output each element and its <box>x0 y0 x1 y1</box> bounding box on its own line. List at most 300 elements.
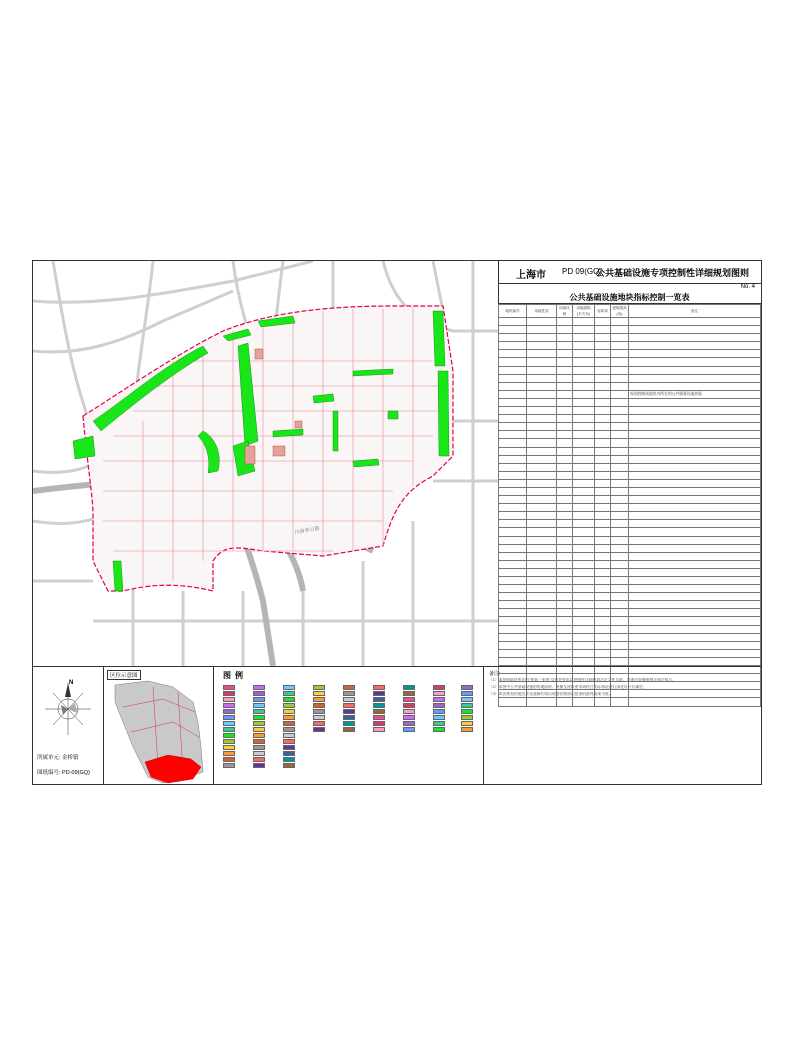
table-cell <box>573 568 595 576</box>
table-cell <box>557 633 573 641</box>
legend-swatch <box>373 727 387 732</box>
legend-color-chip <box>461 697 473 702</box>
table-row <box>499 390 761 398</box>
legend-color-chip <box>403 727 415 732</box>
table-cell <box>557 415 573 423</box>
table-cell <box>629 318 761 326</box>
table-cell <box>595 601 611 609</box>
table-cell <box>499 358 527 366</box>
legend-color-chip <box>283 763 295 768</box>
table-cell <box>527 415 557 423</box>
legend-color-chip <box>223 751 235 756</box>
table-cell <box>499 471 527 479</box>
table-cell <box>527 512 557 520</box>
table-cell <box>611 479 629 487</box>
table-cell <box>595 641 611 649</box>
table-row <box>499 552 761 560</box>
legend-swatch <box>283 685 297 690</box>
legend-color-chip <box>283 685 295 690</box>
legend-color-chip <box>403 691 415 696</box>
legend-swatch <box>253 757 267 762</box>
col-header: 容积率 <box>595 305 611 318</box>
table-cell <box>499 463 527 471</box>
legend-swatch <box>403 727 417 732</box>
plan-number: 图纸编号: PD-09(GQ) <box>37 770 90 776</box>
table-cell <box>573 407 595 415</box>
table-cell <box>573 439 595 447</box>
legend-swatch <box>433 721 447 726</box>
notes-title: 备注: <box>489 671 501 677</box>
table-cell <box>499 374 527 382</box>
table-cell <box>629 657 761 665</box>
table-row <box>499 415 761 423</box>
table-cell <box>629 649 761 657</box>
table-row <box>499 528 761 536</box>
table-cell <box>595 560 611 568</box>
table-cell <box>527 641 557 649</box>
legend-swatch <box>403 691 417 696</box>
legend-swatch <box>313 703 327 708</box>
sheet-title-bar <box>498 261 761 284</box>
legend-swatch <box>373 697 387 702</box>
legend-color-chip <box>343 703 355 708</box>
legend-swatch <box>313 685 327 690</box>
table-cell <box>629 641 761 649</box>
table-cell <box>527 366 557 374</box>
table-cell <box>611 536 629 544</box>
table-cell <box>527 593 557 601</box>
table-cell <box>611 649 629 657</box>
table-cell <box>527 633 557 641</box>
legend-color-chip <box>461 703 473 708</box>
table-cell <box>527 585 557 593</box>
table-cell <box>557 423 573 431</box>
table-cell <box>629 479 761 487</box>
table-cell <box>611 528 629 536</box>
legend-color-chip <box>433 685 445 690</box>
table-cell <box>557 350 573 358</box>
table-cell <box>595 625 611 633</box>
table-cell <box>499 625 527 633</box>
table-cell <box>573 390 595 398</box>
table-cell <box>557 382 573 390</box>
table-cell <box>527 649 557 657</box>
note-line: （3）本次规划用地边界及道路红线以规划管理部门批准的最终成果为准。 <box>489 692 613 696</box>
legend-color-chip <box>403 709 415 714</box>
table-cell <box>611 439 629 447</box>
table-cell <box>557 358 573 366</box>
legend-color-chip <box>343 727 355 732</box>
legend-color-chip <box>373 697 385 702</box>
table-cell <box>573 552 595 560</box>
table-cell <box>611 544 629 552</box>
table-cell <box>595 496 611 504</box>
table-cell <box>527 552 557 560</box>
table-cell <box>629 463 761 471</box>
legend-color-chip <box>223 691 235 696</box>
legend-swatch <box>283 739 297 744</box>
sheet-number-row <box>498 283 761 292</box>
table-cell <box>611 617 629 625</box>
table-cell <box>595 512 611 520</box>
table-cell <box>629 431 761 439</box>
table-cell <box>611 577 629 585</box>
table-cell <box>557 398 573 406</box>
table-cell <box>629 552 761 560</box>
table-cell <box>595 455 611 463</box>
table-cell <box>557 625 573 633</box>
legend-color-chip <box>343 715 355 720</box>
legend-swatch <box>313 721 327 726</box>
table-cell <box>611 358 629 366</box>
legend-swatch <box>343 727 357 732</box>
legend-color-chip <box>373 685 385 690</box>
road-label: 川南奉公路 <box>294 525 320 536</box>
table-cell <box>557 544 573 552</box>
legend-swatch <box>313 715 327 720</box>
table-cell <box>557 496 573 504</box>
legend-swatch <box>403 721 417 726</box>
legend-color-chip <box>403 721 415 726</box>
legend-swatch <box>403 709 417 714</box>
legend-color-chip <box>253 739 265 744</box>
table-cell <box>629 487 761 495</box>
table-cell <box>499 536 527 544</box>
legend-swatch <box>283 727 297 732</box>
table-cell <box>499 423 527 431</box>
planning-map[interactable] <box>33 261 499 666</box>
table-cell <box>595 657 611 665</box>
table-cell <box>611 334 629 342</box>
table-cell <box>499 342 527 350</box>
legend-swatch <box>253 703 267 708</box>
table-cell <box>527 455 557 463</box>
legend-swatch <box>223 697 237 702</box>
legend-color-chip <box>343 691 355 696</box>
table-cell <box>527 374 557 382</box>
table-cell <box>499 641 527 649</box>
table-body <box>499 318 761 707</box>
table-row <box>499 657 761 665</box>
table-cell <box>527 487 557 495</box>
legend-color-chip <box>283 739 295 744</box>
legend-color-chip <box>283 733 295 738</box>
table-cell <box>611 374 629 382</box>
legend-color-chip <box>433 709 445 714</box>
table-cell <box>611 568 629 576</box>
legend-color-chip <box>223 763 235 768</box>
table-cell <box>595 342 611 350</box>
legend-color-chip <box>253 691 265 696</box>
legend-color-chip <box>403 685 415 690</box>
legend-color-chip <box>461 691 473 696</box>
table-cell <box>557 657 573 665</box>
table-cell <box>595 544 611 552</box>
legend-color-chip <box>223 697 235 702</box>
legend-color-chip <box>283 751 295 756</box>
table-cell <box>611 407 629 415</box>
table-cell <box>527 447 557 455</box>
table-row <box>499 342 761 350</box>
table-cell <box>573 366 595 374</box>
table-cell <box>499 390 527 398</box>
map-canvas <box>33 261 498 666</box>
legend-swatch <box>343 715 357 720</box>
table-row <box>499 633 761 641</box>
table-cell <box>611 601 629 609</box>
legend-color-chip <box>283 757 295 762</box>
table-cell <box>629 577 761 585</box>
table-cell <box>629 447 761 455</box>
table-cell <box>573 471 595 479</box>
table-row <box>499 601 761 609</box>
table-cell <box>527 544 557 552</box>
legend-color-chip <box>253 715 265 720</box>
table-cell <box>499 544 527 552</box>
legend-swatch <box>223 715 237 720</box>
legend-swatch <box>253 733 267 738</box>
legend-swatch <box>223 763 237 768</box>
legend-swatch <box>313 709 327 714</box>
col-header: 用地性质 <box>527 305 557 318</box>
location-map <box>103 667 213 785</box>
table-cell <box>629 471 761 479</box>
legend-color-chip <box>283 709 295 714</box>
table-cell <box>611 398 629 406</box>
legend-color-chip <box>253 709 265 714</box>
legend-swatch <box>403 697 417 702</box>
legend-swatch <box>461 703 475 708</box>
table-row <box>499 609 761 617</box>
table-cell <box>557 447 573 455</box>
table-cell <box>611 633 629 641</box>
legend-swatch <box>313 691 327 696</box>
legend-swatch <box>403 703 417 708</box>
legend-swatch <box>253 685 267 690</box>
table-cell <box>595 326 611 334</box>
table-cell <box>557 528 573 536</box>
table-cell <box>527 657 557 665</box>
legend-swatch <box>343 685 357 690</box>
table-cell <box>499 649 527 657</box>
table-cell <box>595 504 611 512</box>
legend-swatch <box>223 709 237 714</box>
table-cell <box>527 318 557 326</box>
table-row <box>499 512 761 520</box>
table-cell <box>573 318 595 326</box>
table-cell <box>527 520 557 528</box>
legend-swatch <box>283 757 297 762</box>
table-cell <box>611 431 629 439</box>
legend-color-chip <box>461 715 473 720</box>
legend-swatch <box>343 721 357 726</box>
table-cell <box>527 423 557 431</box>
table-cell <box>595 318 611 326</box>
legend-color-chip <box>373 709 385 714</box>
legend-color-chip <box>253 757 265 762</box>
legend-swatch <box>343 709 357 714</box>
table-cell <box>629 593 761 601</box>
table-cell <box>557 609 573 617</box>
table-cell <box>573 625 595 633</box>
table-header-row <box>499 305 761 318</box>
table-cell <box>629 544 761 552</box>
table-row <box>499 487 761 495</box>
table-cell <box>573 593 595 601</box>
table-row <box>499 560 761 568</box>
legend-box <box>213 667 484 785</box>
table-cell <box>573 512 595 520</box>
legend-swatch <box>253 691 267 696</box>
legend-title: 图例 <box>223 671 247 680</box>
table-cell <box>629 520 761 528</box>
legend-swatch <box>223 739 237 744</box>
legend-color-chip <box>223 685 235 690</box>
table-cell <box>527 479 557 487</box>
table-cell <box>527 496 557 504</box>
legend-swatch <box>313 727 327 732</box>
plot-index-table <box>498 304 761 707</box>
legend-color-chip <box>283 703 295 708</box>
table-cell <box>629 407 761 415</box>
legend-color-chip <box>253 685 265 690</box>
table-cell <box>527 439 557 447</box>
table-cell <box>499 528 527 536</box>
table-cell <box>595 447 611 455</box>
table-cell <box>527 625 557 633</box>
table-cell <box>557 471 573 479</box>
table-cell <box>573 374 595 382</box>
table-cell <box>595 382 611 390</box>
legend-color-chip <box>223 745 235 750</box>
table-cell <box>573 415 595 423</box>
legend-swatch <box>253 727 267 732</box>
table-cell <box>629 423 761 431</box>
legend-swatch <box>283 709 297 714</box>
legend-swatch <box>313 697 327 702</box>
table-cell <box>629 334 761 342</box>
table-cell <box>557 487 573 495</box>
table-cell <box>629 633 761 641</box>
legend-color-chip <box>253 763 265 768</box>
table-cell <box>499 479 527 487</box>
table-cell <box>595 350 611 358</box>
legend-color-chip <box>403 697 415 702</box>
table-row <box>499 504 761 512</box>
legend-swatch <box>223 727 237 732</box>
table-cell <box>595 528 611 536</box>
table-cell <box>629 568 761 576</box>
table-cell <box>573 326 595 334</box>
table-row <box>499 641 761 649</box>
legend-color-chip <box>283 715 295 720</box>
col-header: 备注 <box>629 305 761 318</box>
table-cell <box>629 398 761 406</box>
table-cell <box>611 560 629 568</box>
legend-color-chip <box>433 703 445 708</box>
table-cell <box>595 568 611 576</box>
legend-color-chip <box>253 751 265 756</box>
legend-color-chip <box>343 685 355 690</box>
table-cell <box>573 398 595 406</box>
table-cell <box>499 512 527 520</box>
table-cell <box>573 447 595 455</box>
table-cell <box>499 657 527 665</box>
city-name: 上海市 <box>516 270 546 281</box>
legend-swatch <box>283 751 297 756</box>
legend-swatch <box>283 703 297 708</box>
legend-color-chip <box>223 715 235 720</box>
table-title: 公共基础设施地块指标控制一览表 <box>498 292 761 304</box>
legend-swatch <box>461 691 475 696</box>
legend-color-chip <box>253 721 265 726</box>
table-row <box>499 544 761 552</box>
legend-color-chip <box>253 733 265 738</box>
table-cell <box>629 358 761 366</box>
table-cell <box>499 350 527 358</box>
table-cell <box>499 593 527 601</box>
table-cell <box>573 609 595 617</box>
table-cell <box>595 407 611 415</box>
legend-swatch <box>373 709 387 714</box>
table-cell <box>595 520 611 528</box>
sheet-title: 公共基础设施专项控制性详细规划图则 <box>596 268 750 278</box>
legend-color-chip <box>403 715 415 720</box>
table-cell <box>557 455 573 463</box>
table-row <box>499 520 761 528</box>
table-cell <box>595 536 611 544</box>
legend-color-chip <box>283 727 295 732</box>
table-cell <box>629 617 761 625</box>
legend-swatch <box>461 727 475 732</box>
legend-color-chip <box>461 727 473 732</box>
table-cell <box>611 512 629 520</box>
legend-color-chip <box>223 709 235 714</box>
table-cell <box>499 439 527 447</box>
table-cell <box>611 552 629 560</box>
legend-color-chip <box>343 721 355 726</box>
legend-swatch <box>223 751 237 756</box>
table-cell <box>611 423 629 431</box>
table-cell <box>573 463 595 471</box>
legend-color-chip <box>461 709 473 714</box>
table-cell <box>595 358 611 366</box>
table-cell <box>611 487 629 495</box>
table-cell <box>611 455 629 463</box>
table-cell <box>573 350 595 358</box>
table-row <box>499 496 761 504</box>
table-cell <box>611 585 629 593</box>
table-cell <box>557 512 573 520</box>
table-row <box>499 455 761 463</box>
table-cell <box>527 471 557 479</box>
table-cell <box>499 617 527 625</box>
table-cell <box>611 657 629 665</box>
table-cell <box>499 415 527 423</box>
table-cell <box>573 633 595 641</box>
legend-color-chip <box>433 697 445 702</box>
table-cell <box>527 536 557 544</box>
legend-swatch <box>461 697 475 702</box>
legend-swatch <box>253 715 267 720</box>
table-row <box>499 479 761 487</box>
table-cell <box>595 577 611 585</box>
table-cell <box>595 334 611 342</box>
legend-color-chip <box>223 727 235 732</box>
table-cell <box>629 504 761 512</box>
table-cell <box>557 374 573 382</box>
plan-code: PD 09(GQ) <box>562 267 603 276</box>
